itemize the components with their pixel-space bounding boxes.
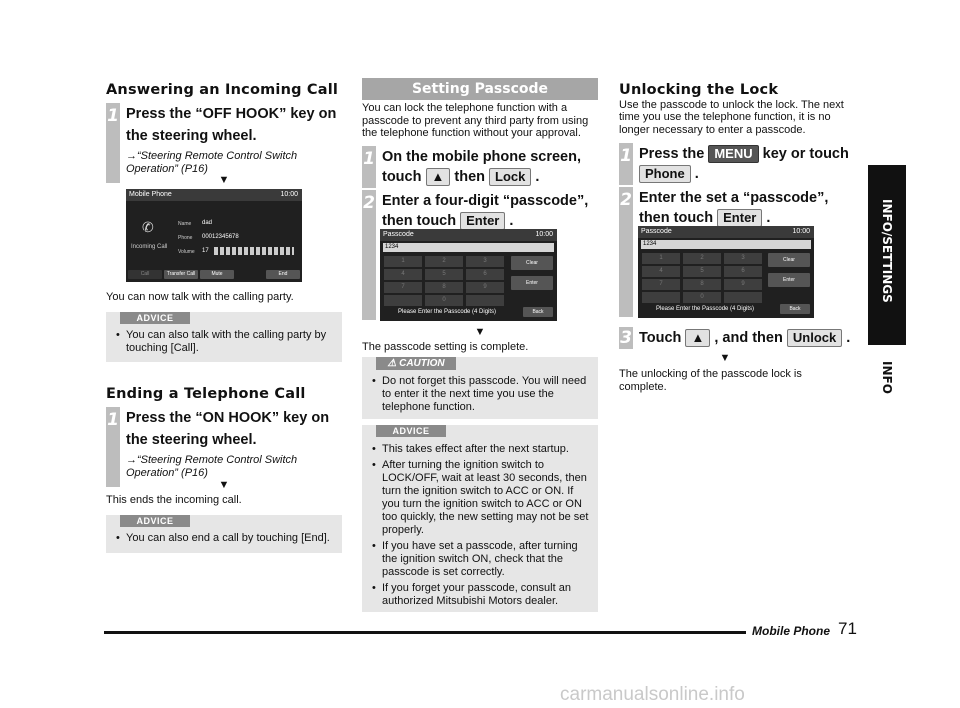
enter-button: Enter <box>768 273 810 287</box>
advice-tag: ADVICE <box>120 515 190 527</box>
down-arrow-icon: ▼ <box>218 479 230 491</box>
screen-clock: 10:00 <box>792 228 810 235</box>
side-tab-label: INFO <box>880 361 894 394</box>
step-1-set <box>362 146 598 188</box>
call-button: Call <box>128 270 162 279</box>
step-ref-line2: Operation” (P16) <box>126 163 208 175</box>
step-number: 1 <box>363 149 375 169</box>
caution-item: • Do not forget this passcode. You will need to enter it the next time you use the telephone function. <box>372 375 592 414</box>
keypad-key <box>384 295 422 306</box>
touch-word: touch <box>382 169 422 185</box>
then-touch-words: then touch <box>639 210 714 226</box>
advice-tag: ADVICE <box>120 312 190 324</box>
intro-line-1: You can lock the telephone function with a <box>362 102 568 114</box>
step-text-line2: the steering wheel. <box>126 128 257 144</box>
page-number: 71 <box>838 619 857 638</box>
down-arrow-icon: ▼ <box>474 326 486 338</box>
step-text-line1: On the mobile phone screen, <box>382 149 582 165</box>
step-text-line1: Enter a four-digit “passcode”, <box>382 193 589 209</box>
transfer-call-button: Transfer Call <box>164 270 198 279</box>
advice-box-1 <box>106 312 342 362</box>
lock-key: Lock <box>489 168 531 186</box>
footer-rule <box>104 631 746 634</box>
passcode-input: 1234 <box>641 240 811 249</box>
intro-line-2: time you use the telephone function, it is no <box>619 111 831 123</box>
caution-tag <box>376 357 456 370</box>
keypad-key: 2 <box>683 253 721 264</box>
intro-line-2: passcode to prevent any third party from using <box>362 115 589 127</box>
volume-bar <box>214 247 294 255</box>
advice-tag: ADVICE <box>376 425 446 437</box>
keypad-key: 6 <box>466 269 504 280</box>
step-number: 2 <box>620 190 632 210</box>
advice-list <box>116 329 336 358</box>
advice-box-3 <box>362 425 598 612</box>
step-number: 2 <box>363 193 375 213</box>
caution-list <box>372 375 592 417</box>
phone-label: Phone <box>178 235 193 241</box>
passcode-screenshot <box>638 226 814 318</box>
keypad-key: 0 <box>425 295 463 306</box>
keypad-key <box>466 295 504 306</box>
keypad-key <box>642 292 680 303</box>
intro-line-3: longer necessary to enter a passcode. <box>619 124 806 136</box>
step-3-unlock <box>619 327 857 349</box>
then-touch-words: then touch <box>382 213 457 229</box>
step-text-line2: the steering wheel. <box>126 432 257 448</box>
period: . <box>509 213 514 229</box>
back-button: Back <box>780 304 810 314</box>
period: . <box>766 210 771 226</box>
footer-section-title: Mobile Phone <box>752 624 830 638</box>
keypad-key: 1 <box>384 256 422 267</box>
phone-handset-icon: ✆ <box>142 219 154 235</box>
screen-title: Passcode <box>380 229 557 241</box>
keypad-key: 2 <box>425 256 463 267</box>
enter-key: Enter <box>717 209 762 227</box>
caution-box <box>362 357 598 419</box>
end-button: End <box>266 270 300 279</box>
keypad-key: 9 <box>466 282 504 293</box>
passcode-input: 1234 <box>383 243 554 252</box>
keypad-key: 3 <box>466 256 504 267</box>
screen-title: Mobile Phone <box>126 189 302 201</box>
mute-button: Mute <box>200 270 234 279</box>
step-1-end <box>106 407 342 487</box>
menu-key: MENU <box>708 145 758 163</box>
volume-label: Volume <box>178 249 195 255</box>
down-arrow-icon: ▼ <box>218 174 230 186</box>
section-title-unlocking: Unlocking the Lock <box>619 82 779 98</box>
touch-word: Touch <box>639 330 682 346</box>
step-number: 1 <box>620 146 632 166</box>
keypad-key: 8 <box>683 279 721 290</box>
enter-button: Enter <box>511 276 553 290</box>
setting-passcode-banner: Setting Passcode <box>362 78 598 100</box>
advice-item: • If you forget your passcode, consult an authorized Mitsubishi Motors dealer. <box>372 582 592 608</box>
keypad-key: 1 <box>642 253 680 264</box>
step-text-line2 <box>382 166 539 188</box>
after-answer-text: You can now talk with the calling party. <box>106 291 294 303</box>
step-text-line1: Enter the set a “passcode”, <box>639 190 829 206</box>
advice-item: • This takes effect after the next startup. <box>372 443 592 456</box>
then-word: then <box>454 169 486 185</box>
back-button: Back <box>523 307 553 317</box>
name-value: dad <box>202 220 213 226</box>
section-title-answering: Answering an Incoming Call <box>106 82 339 98</box>
step-text-line1: Press the “ON HOOK” key on <box>126 410 330 426</box>
step-text-line1 <box>639 143 849 165</box>
unlock-complete-line-1: The unlocking of the passcode lock is <box>619 368 802 380</box>
keypad-key: 4 <box>384 269 422 280</box>
advice-item: • If you have set a passcode, after turning the ignition switch ON, check that the passcode is set correctly. <box>372 540 592 579</box>
step-ref-line1: →“Steering Remote Control Switch <box>126 150 298 162</box>
keypad-key: 7 <box>642 279 680 290</box>
step-number: 3 <box>620 328 632 348</box>
period: . <box>535 169 540 185</box>
and-then-words: , and then <box>714 330 783 346</box>
side-tab-label: INFO/SETTINGS <box>880 199 894 303</box>
screen-title: Passcode <box>638 226 814 238</box>
keypad-key <box>724 292 762 303</box>
warning-triangle-icon: ⚠ <box>387 358 397 369</box>
step-1-answer <box>106 103 342 183</box>
screen-clock: 10:00 <box>280 191 298 198</box>
intro-line-3: the telephone function without your approval. <box>362 127 581 139</box>
step-number: 1 <box>107 106 119 126</box>
down-arrow-icon: ▼ <box>719 352 731 364</box>
volume-value: 17 <box>202 248 209 254</box>
clear-button: Clear <box>768 253 810 267</box>
keypad-key: 3 <box>724 253 762 264</box>
passcode-complete-text: The passcode setting is complete. <box>362 341 529 353</box>
screen-clock: 10:00 <box>535 231 553 238</box>
step-text-line1 <box>639 327 850 349</box>
step-ref-line2: Operation” (P16) <box>126 467 208 479</box>
keypad-key: 9 <box>724 279 762 290</box>
incoming-call-screenshot <box>126 189 302 282</box>
keypad-key: 4 <box>642 266 680 277</box>
step-text-line2 <box>639 163 699 185</box>
step-text-line1: Press the “OFF HOOK” key on <box>126 106 337 122</box>
up-arrow-key: ▲ <box>426 168 451 186</box>
unlock-key: Unlock <box>787 329 842 347</box>
advice-item: • You can also talk with the calling party by touching [Call]. <box>116 329 336 355</box>
caution-label: CAUTION <box>399 358 445 369</box>
keypad-key: 0 <box>683 292 721 303</box>
up-arrow-key: ▲ <box>685 329 710 347</box>
period: . <box>694 166 699 182</box>
keypad-key: 5 <box>425 269 463 280</box>
side-tab-info <box>868 345 906 415</box>
press-the-words: Press the <box>639 146 705 162</box>
phone-key: Phone <box>639 165 691 183</box>
step-1-unlock <box>619 143 857 185</box>
incoming-call-label: Incoming Call <box>131 244 168 250</box>
advice-item: • You can also end a call by touching [End]. <box>116 532 336 545</box>
watermark: carmanualsonline.info <box>560 684 745 705</box>
unlock-complete-line-2: complete. <box>619 381 667 393</box>
name-label: Name <box>178 221 192 227</box>
passcode-screenshot <box>380 229 557 321</box>
side-tab-info-settings <box>868 165 906 345</box>
section-title-ending: Ending a Telephone Call <box>106 386 306 402</box>
period: . <box>846 330 851 346</box>
keypad-key: 8 <box>425 282 463 293</box>
advice-box-2 <box>106 515 342 553</box>
enter-key: Enter <box>460 212 505 230</box>
passcode-instruction: Please Enter the Passcode (4 Digits) <box>398 309 497 315</box>
step-number: 1 <box>107 410 119 430</box>
step-ref-line1: →“Steering Remote Control Switch <box>126 454 298 466</box>
passcode-instruction: Please Enter the Passcode (4 Digits) <box>656 306 755 312</box>
keypad-key: 7 <box>384 282 422 293</box>
key-or-touch-words: key or touch <box>762 146 849 162</box>
after-end-text: This ends the incoming call. <box>106 494 242 506</box>
keypad-key: 6 <box>724 266 762 277</box>
advice-list <box>372 443 592 611</box>
keypad-key: 5 <box>683 266 721 277</box>
intro-line-1: Use the passcode to unlock the lock. The next <box>619 99 844 111</box>
advice-list <box>116 532 336 548</box>
clear-button: Clear <box>511 256 553 270</box>
phone-value: 00012345678 <box>202 234 239 240</box>
advice-item: • After turning the ignition switch to LOCK/OFF, wait at least 30 seconds, then turn the ignition switch to ACC or ON. If you turn the ignition switch to ACC or ON too quickly, the new setting may not be set properly. <box>372 459 592 537</box>
